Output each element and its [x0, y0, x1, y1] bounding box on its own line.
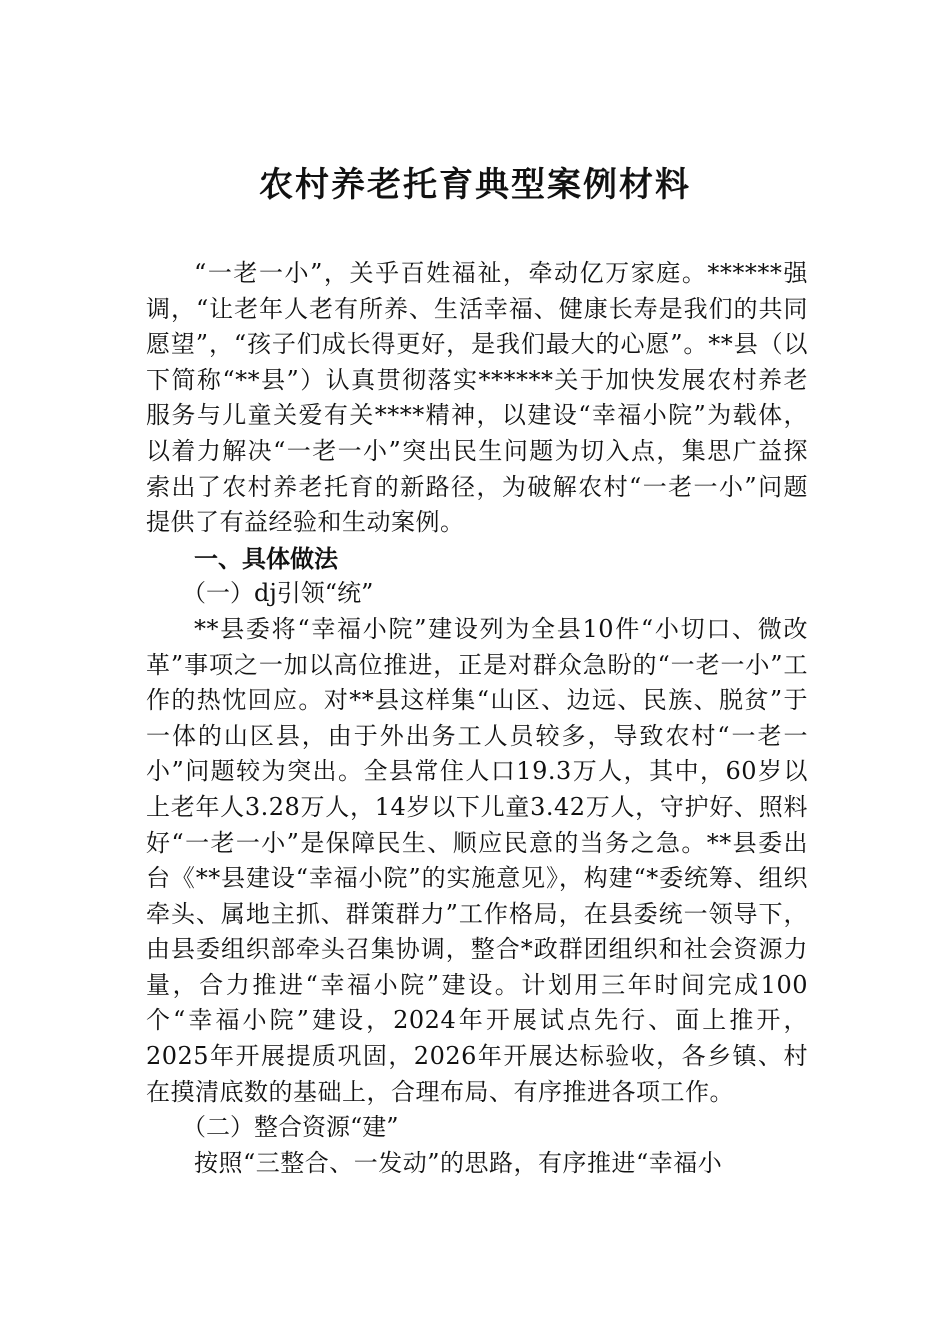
intro-paragraph: “一老一小”，关乎百姓福祉，牵动亿万家庭。******强调，“让老年人老有所养、生活幸福、健康长寿是我们的共同愿望”，“孩子们成长得更好，是我们最大的心愿”。**县（以下简称“**县”）认真贯彻落实******关于加快发展农村养老服务与儿童关爱有关****精神，以建设“幸福小院”为载体，以着力解决“一老一小”突出民生问题为切入点，集思广益探索出了农村养老托育的新路径，为破解农村“一老一小”问题提供了有益经验和生动案例。 [146, 259, 808, 537]
document-body [146, 256, 808, 1181]
subsection-heading-2: （二）整合资源“建” [182, 1113, 399, 1142]
subsection-1-paragraph: **县委将“幸福小院”建设列为全县10件“小切口、微改革”事项之一加以高位推进，正是对群众急盼的“一老一小”工作的热忱回应。对**县这样集“山区、边远、民族、脱贫”于一体的山区县，由于外出务工人员较多，导致农村“一老一小”问题较为突出。全县常住人口19.3万人，其中，60岁以上老年人3.28万人，14岁以下儿童3.42万人，守护好、照料好“一老一小”是保障民生、顺应民意的当务之急。**县委出台《**县建设“幸福小院”的实施意见》，构建“*委统筹、组织牵头、属地主抓、群策群力”工作格局，在县委统一领导下，由县委组织部牵头召集协调，整合*政群团组织和社会资源力量，合力推进“幸福小院”建设。计划用三年时间完成100个“幸福小院”建设，2024年开展试点先行、面上推开，2025年开展提质巩固，2026年开展达标验收，各乡镇、村在摸清底数的基础上，合理布局、有序推进各项工作。 [146, 614, 808, 1106]
document-title: 农村养老托育典型案例材料 [259, 165, 691, 205]
subsection-2-paragraph: 按照“三整合、一发动”的思路，有序推进“幸福小 [194, 1148, 723, 1177]
section-heading-practices: 一、具体做法 [194, 543, 338, 573]
subsection-heading-1: （一）dj引领“统” [182, 579, 374, 608]
